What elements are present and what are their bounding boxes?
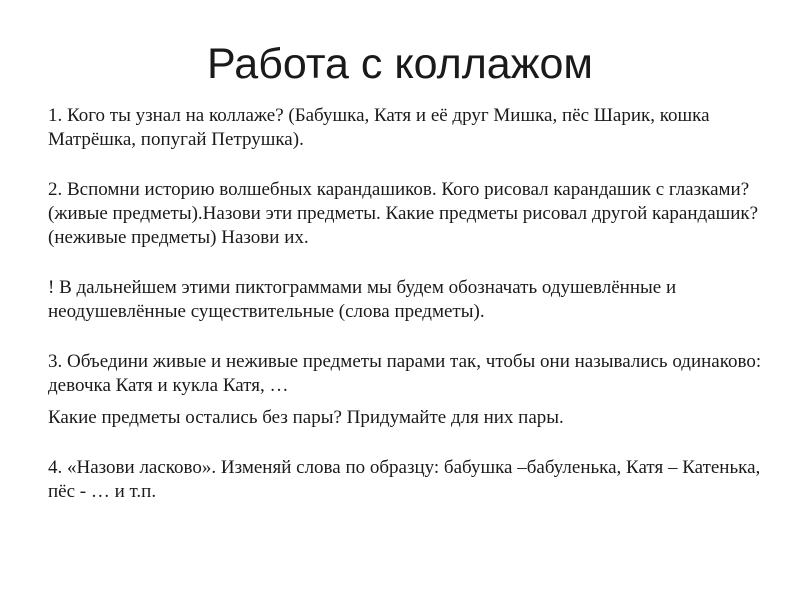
paragraph-question-2: 2. Вспомни историю волшебных карандашиков. Кого рисовал карандашик с глазками? (живые предметы).Назови эти предметы. Какие предметы рисовал другой карандашик? (неживые предметы) Назови их. — [48, 179, 759, 248]
slide-title: Работа с коллажом — [207, 40, 593, 88]
paragraph-question-3: 3. Объедини живые и неживые предметы парами так, чтобы они назывались одинаково: девочка Катя и кукла Катя, … — [48, 351, 762, 396]
paragraph-note: ! В дальнейшем этими пиктограммами мы будем обозначать одушевлённые и неодушевлённые существительные (слова предметы). — [48, 277, 677, 322]
slide-body — [48, 104, 768, 504]
paragraph-question-1: 1. Кого ты узнал на коллаже? (Бабушка, Катя и её друг Мишка, пёс Шарик, кошка Матрёшка, попугай Петрушка). — [48, 105, 710, 150]
paragraph-question-4: 4. «Назови ласково». Изменяй слова по образцу: бабушка –бабуленька, Катя – Катенька, пёс - … и т.п. — [48, 457, 761, 502]
paragraph-question-3-followup: Какие предметы остались без пары? Придумайте для них пары. — [48, 407, 564, 428]
